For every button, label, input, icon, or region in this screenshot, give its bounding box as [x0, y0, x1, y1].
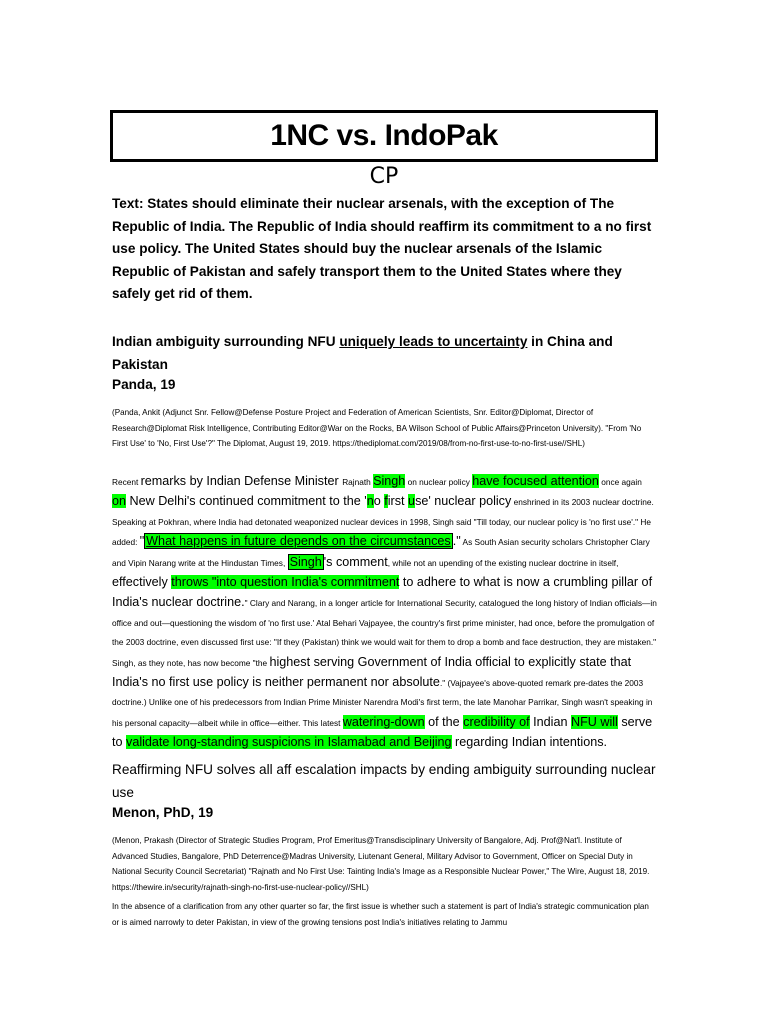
- cite-1-text: (Panda, Ankit (Adjunct Snr. Fellow@Defense Posture Project and Federation of American Scientists, Snr. Editor@Diplomat, Director of Research@Diplomat Risk Intelligence, Contributing Editor@War on the Rocks, BA Wilson School of Public Affairs@Princeton University). "From 'No First Use' to 'No, First Use'?" The Diplomat, August 19, 2019. https://thediplomat.com/2019/08/from-no-first-use-to-no-first-use//SHL): [112, 408, 642, 448]
- card-span: se' nuclear policy: [415, 494, 512, 509]
- card-span: " Clary and Narang, in a longer article for International Security, catalogued the long history of Indian officials—in office and out—questioning the wisdom of 'no first use.' Atal Behari Vajpayee, the country's first prime minister, had once, before the promulgation of the 2003 doctrine, even discussed first use: "If they (Pakistan) think we would wait for them to drop a bomb and face destruction, they are mistaken." Singh, as they note, has now become "the: [112, 598, 657, 668]
- card-span: Rajnath: [342, 477, 374, 487]
- card-highlight: Singh: [373, 474, 406, 488]
- card-highlight: u: [408, 494, 416, 509]
- card-highlight: credibility of: [463, 714, 530, 729]
- card-1-body: [112, 472, 657, 754]
- card-span: irst: [387, 494, 409, 509]
- card-span: enshrined in its 2003 nuclear doctrine. Speaking at Pokhran, where India had detonated weaponized nuclear devices in 1998, Singh said "Till today, our nuclear policy is 'no first use'." He added:: [112, 497, 654, 548]
- card-highlight: NFU will: [570, 714, 618, 729]
- cite-2-name: Menon, PhD, 19: [112, 805, 214, 820]
- card-highlight: validate long-standing suspicions in Islamabad and Beijing: [126, 735, 452, 750]
- card-span: .": [452, 534, 461, 549]
- card-highlight: have focused attention: [472, 474, 599, 488]
- card-span: o: [373, 494, 385, 509]
- card-span: remarks by Indian Defense Minister: [140, 474, 343, 488]
- card-span: effectively: [112, 575, 172, 590]
- card-highlight: watering-down: [342, 714, 425, 729]
- card-2-body: In the absence of a clarification from any other quarter so far, the first issue is whether such a statement is part of India's strategic communication plan or is aimed narrowly to deter Pakistan, in view of the growing tensions post India's initiatives relating to Jammu: [112, 902, 649, 927]
- card-span: highest serving Government of India official to explicitly state that India's no first use policy is neither permanent nor absolute: [112, 654, 632, 690]
- card-span: Recent: [112, 477, 141, 487]
- card-span: New Delhi's continued commitment to the ': [126, 494, 367, 509]
- card-span: , while not an upending of the existing nuclear doctrine in itself,: [387, 557, 619, 568]
- card-span: of the: [424, 714, 464, 729]
- card-highlight: f: [384, 494, 388, 509]
- card-span: regarding Indian intentions.: [451, 735, 607, 750]
- card-span: Indian: [529, 714, 571, 729]
- card-span: As South Asian security scholars Christopher Clary and Vipin Narang write at the Hindustan Times,: [112, 537, 650, 568]
- card-span: 's comment: [323, 554, 388, 569]
- tag-1-underlined: uniquely leads to uncertainty: [339, 334, 528, 349]
- card-highlight: n: [366, 494, 374, 509]
- card-highlight: Singh: [289, 554, 322, 569]
- tag-1-pre: Indian ambiguity surrounding NFU: [112, 334, 340, 349]
- card-tag-2: Reaffirming NFU solves all aff escalation impacts by ending ambiguity surrounding nuclear use: [112, 762, 656, 800]
- cite-1-name: Panda, 19: [112, 377, 176, 392]
- counterplan-text: Text: States should eliminate their nuclear arsenals, with the exception of The Republic of India. The Republic of India should reaffirm its commitment to a no first use policy. The United States should buy the nuclear arsenals of the Islamic Republic of Pakistan and safely transport them to the United States where they safely get rid of them.: [112, 196, 652, 301]
- card-highlight: What happens in future depends on the circumstances: [146, 534, 451, 549]
- cite-2-text: (Menon, Prakash (Director of Strategic Studies Program, Prof Emeritus@Transdisciplinary University of Bangalore, Adj. Prof@Nat'l. Institute of Advanced Studies, Bangalore, PhD Deterrence@Madras University, Liutenant General, Military Advisor to Government, Officer on Special Duty in National Security Council Secretariat) "Rajnath and No First Use: Tainting India's Image as a Responsible Nuclear Power," The Wire, August 18, 2019. https://thewire.in/security/rajnath-singh-no-first-use-nuclear-policy//SHL): [112, 836, 650, 892]
- tag-1-post: in China and Pakistan: [112, 334, 613, 372]
- card-span: serve to: [112, 714, 653, 750]
- card-tag-1: [112, 331, 657, 376]
- card-span: to adhere to what is now a crumbling pillar of India's nuclear doctrine.: [112, 575, 653, 610]
- title-box: [110, 110, 658, 162]
- card-span: once again: [598, 477, 642, 487]
- card-span: on nuclear policy: [405, 477, 473, 487]
- page-title: 1NC vs. IndoPak: [270, 119, 498, 152]
- section-heading: CP: [369, 164, 399, 189]
- card-span: ." (Vajpayee's above-quoted remark pre-dates the 2003 doctrine.) Unlike one of his predecessors from Indian Prime Minister Narendra Modi's first term, the late Manohar Parrikar, Singh wasn't speaking in his personal capacity—albeit while in office—either. This latest: [112, 678, 653, 728]
- card-highlight: throws "into question India's commitment: [171, 575, 400, 590]
- card-span: ": [139, 534, 145, 549]
- card-highlight: on: [112, 494, 127, 509]
